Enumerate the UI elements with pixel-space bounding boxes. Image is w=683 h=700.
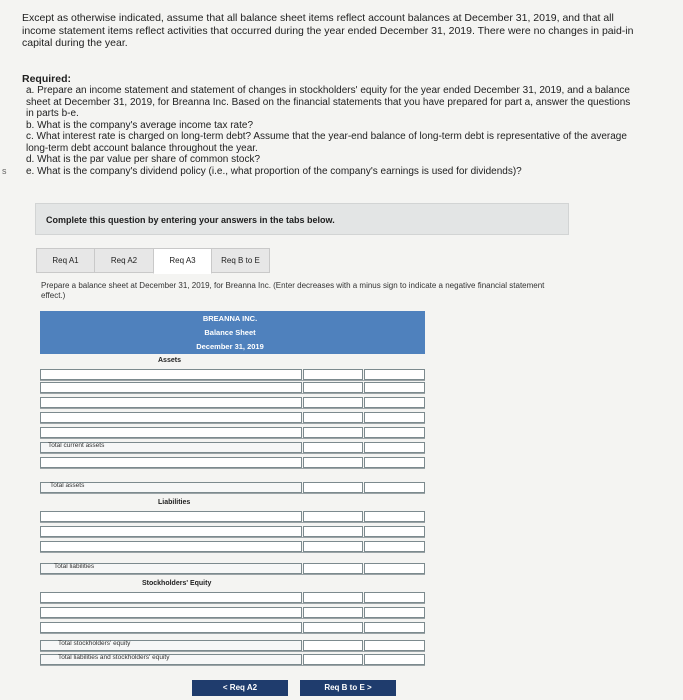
asset-name-input[interactable] bbox=[40, 427, 302, 438]
total-equity-label: Total stockholders' equity bbox=[58, 640, 131, 647]
tab-req-b-to-e[interactable]: Req B to E bbox=[211, 248, 270, 273]
required-b: b. What is the company's average income tax rate? bbox=[26, 119, 254, 131]
total-liabilities-input[interactable] bbox=[303, 563, 363, 574]
table-row bbox=[40, 607, 425, 619]
required-a: a. Prepare an income statement and statement of changes in stockholders' equity for the year ended December 31, 2019, and a balance sheet at December 31, 2019, for Breanna Inc. Based on the financial statements that you have prepared for part a, answer the questions in parts b-e. bbox=[26, 85, 631, 119]
liabilities-heading: Liabilities bbox=[158, 499, 191, 506]
total-liabilities-label: Total liabilities bbox=[54, 563, 95, 570]
table-row bbox=[40, 511, 425, 523]
asset-name-input[interactable] bbox=[40, 382, 302, 393]
required-list bbox=[26, 85, 636, 177]
assets-heading: Assets bbox=[158, 357, 181, 364]
instruction-text: Complete this question by entering your answers in the tabs below. bbox=[46, 215, 335, 225]
table-row bbox=[40, 526, 425, 538]
asset-amount-input[interactable] bbox=[303, 457, 363, 468]
table-row bbox=[40, 592, 425, 604]
total-liab-equity-label: Total liabilities and stockholders' equity bbox=[58, 654, 170, 661]
liability-amount-input[interactable] bbox=[303, 541, 363, 552]
asset-total-input[interactable] bbox=[364, 397, 425, 408]
asset-total-input[interactable] bbox=[364, 427, 425, 438]
total-assets-row bbox=[40, 482, 425, 494]
equity-name-input[interactable] bbox=[40, 622, 302, 633]
equity-amount-input[interactable] bbox=[303, 622, 363, 633]
equity-name-input[interactable] bbox=[40, 607, 302, 618]
equity-total-input[interactable] bbox=[364, 622, 425, 633]
asset-amount-input[interactable] bbox=[303, 412, 363, 423]
table-row bbox=[40, 397, 425, 409]
required-d: d. What is the par value per share of common stock? bbox=[26, 154, 260, 165]
liability-amount-input[interactable] bbox=[303, 511, 363, 522]
required-title: Required: bbox=[22, 73, 72, 85]
equity-amount-input[interactable] bbox=[303, 607, 363, 618]
tab-req-a3[interactable]: Req A3 bbox=[153, 248, 212, 274]
table-row bbox=[40, 412, 425, 424]
liability-name-input[interactable] bbox=[40, 526, 302, 537]
total-liab-equity-total[interactable] bbox=[364, 654, 425, 665]
equity-total-input[interactable] bbox=[364, 607, 425, 618]
instruction-box bbox=[35, 203, 569, 235]
total-liab-equity-row bbox=[40, 654, 425, 666]
tab-req-a2[interactable]: Req A2 bbox=[94, 248, 154, 273]
total-current-assets-total[interactable] bbox=[364, 442, 425, 453]
total-equity-total[interactable] bbox=[364, 640, 425, 651]
equity-name-input[interactable] bbox=[40, 592, 302, 603]
asset-total-input[interactable] bbox=[364, 412, 425, 423]
tab-bar bbox=[36, 248, 570, 272]
table-row bbox=[40, 427, 425, 439]
table-row bbox=[40, 382, 425, 394]
prev-req-button[interactable]: < Req A2 bbox=[192, 680, 288, 696]
liability-total-input[interactable] bbox=[364, 526, 425, 537]
asset-total-input[interactable] bbox=[364, 369, 425, 380]
asset-amount-input[interactable] bbox=[303, 397, 363, 408]
sheet-title: Balance Sheet bbox=[204, 328, 256, 337]
table-row bbox=[40, 369, 425, 381]
prompt-text: Prepare a balance sheet at December 31, 2019, for Breanna Inc. (Enter decreases with a minus sign to indicate a negative financial statement effect.) bbox=[41, 281, 545, 300]
sheet-date: December 31, 2019 bbox=[196, 342, 264, 351]
total-current-assets-row bbox=[40, 442, 425, 454]
total-equity-input[interactable] bbox=[303, 640, 363, 651]
table-row bbox=[40, 457, 425, 469]
total-current-assets-input[interactable] bbox=[303, 442, 363, 453]
total-liabilities-row bbox=[40, 563, 425, 575]
next-req-button[interactable]: Req B to E > bbox=[300, 680, 396, 696]
margin-mark: s bbox=[2, 166, 7, 176]
asset-name-input[interactable] bbox=[40, 369, 302, 380]
asset-total-input[interactable] bbox=[364, 457, 425, 468]
tab-req-a1[interactable]: Req A1 bbox=[36, 248, 95, 273]
sheet-header bbox=[40, 311, 425, 354]
asset-name-input[interactable] bbox=[40, 412, 302, 423]
liability-amount-input[interactable] bbox=[303, 526, 363, 537]
total-assets-total[interactable] bbox=[364, 482, 425, 493]
total-current-assets-label: Total current assets bbox=[48, 442, 105, 449]
liability-total-input[interactable] bbox=[364, 541, 425, 552]
liability-name-input[interactable] bbox=[40, 541, 302, 552]
asset-name-input[interactable] bbox=[40, 397, 302, 408]
liability-total-input[interactable] bbox=[364, 511, 425, 522]
total-liab-equity-input[interactable] bbox=[303, 654, 363, 665]
total-liabilities-total[interactable] bbox=[364, 563, 425, 574]
equity-heading: Stockholders' Equity bbox=[142, 580, 212, 587]
required-e: e. What is the company's dividend policy (i.e., what proportion of the company's earnings is used for dividends)? bbox=[26, 165, 522, 177]
asset-amount-input[interactable] bbox=[303, 369, 363, 380]
asset-total-input[interactable] bbox=[364, 382, 425, 393]
total-equity-row bbox=[40, 640, 425, 652]
asset-amount-input[interactable] bbox=[303, 382, 363, 393]
equity-total-input[interactable] bbox=[364, 592, 425, 603]
table-row bbox=[40, 622, 425, 634]
total-assets-input[interactable] bbox=[303, 482, 363, 493]
total-assets-label: Total assets bbox=[50, 482, 85, 489]
required-c: c. What interest rate is charged on long-term debt? Assume that the year-end balance of long-term debt is representative of the average long-term debt account balance throughout the year. bbox=[26, 131, 627, 154]
company-name: BREANNA INC. bbox=[202, 314, 258, 323]
table-row bbox=[40, 541, 425, 553]
intro-text: Except as otherwise indicated, assume that all balance sheet items reflect account balances at December 31, 2019, and that all income statement items reflect activities that occurred during the year ended December 31, 2019. There were no changes in paid-in capital during the year. bbox=[22, 12, 634, 49]
asset-name-input[interactable] bbox=[40, 457, 302, 468]
asset-amount-input[interactable] bbox=[303, 427, 363, 438]
equity-amount-input[interactable] bbox=[303, 592, 363, 603]
liability-name-input[interactable] bbox=[40, 511, 302, 522]
